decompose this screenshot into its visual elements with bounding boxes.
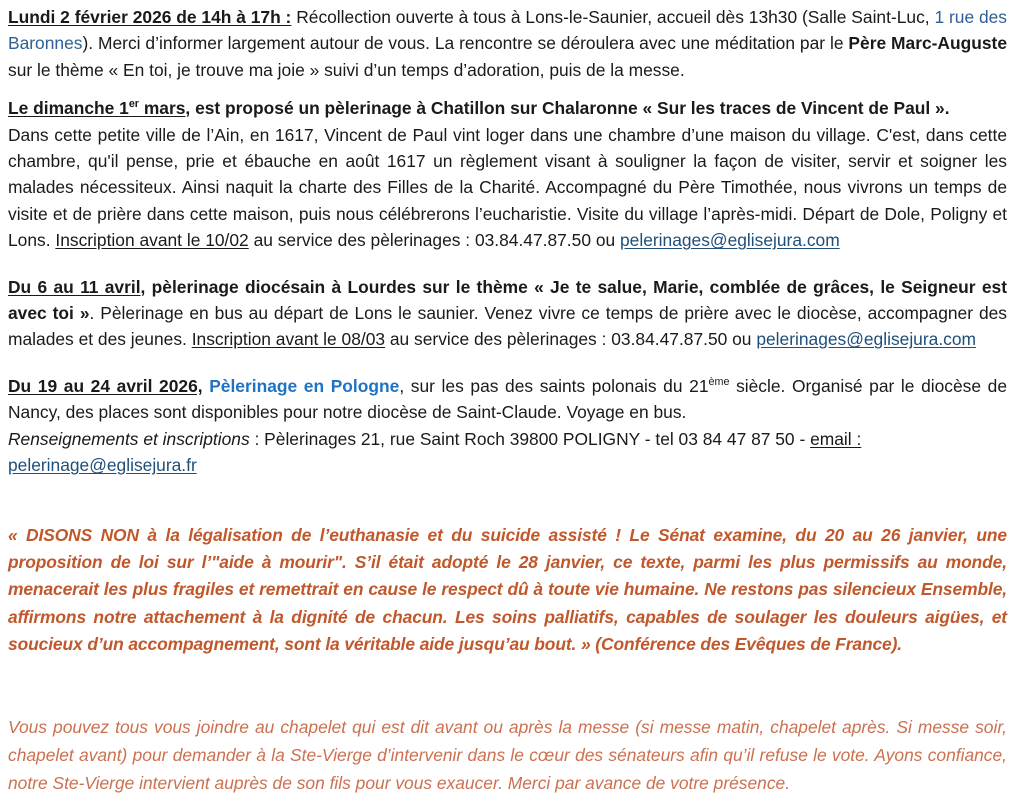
chatillon-heading-part-1: Le dimanche 1: [8, 98, 129, 119]
pologne-email-link[interactable]: pelerinage@eglisejura.fr: [8, 455, 197, 476]
pologne-title: Pèlerinage en Pologne: [202, 375, 400, 396]
pologne-heading: Du 19 au 24 avril 2026,: [8, 375, 203, 396]
chatillon-inscription-deadline: Inscription avant le 10/02: [55, 230, 249, 251]
spacer: [8, 353, 1007, 373]
lourdes-heading: Du 6 au 11 avril: [8, 276, 141, 297]
pologne-text-2: siècle. Organisé par le diocèse de Nancy, des places sont disponibles pour notre diocèse de Saint-Claude. Voyage en bus.: [8, 375, 1007, 423]
lourdes-inscription-deadline: Inscription avant le 08/03: [191, 329, 386, 350]
spacer: [8, 83, 1007, 95]
paragraph-recollection: [8, 4, 1007, 83]
recollection-text-1: Récollection ouverte à tous à Lons-le-Saunier, accueil dès 13h30 (Salle Saint-Luc,: [291, 7, 935, 27]
pologne-text-sup: ème: [708, 376, 730, 389]
recollection-heading: Lundi 2 février 2026 de 14h à 17h :: [8, 7, 292, 27]
paragraph-lourdes: [8, 274, 1007, 353]
chatillon-body-2: au service des pèlerinages : 03.84.47.87.50 ou: [248, 230, 620, 251]
lourdes-text-1: , pèlerinage diocésain à Lourdes sur le thème « Je te salue, Marie, comblée de grâces, le Seigneur est avec toi »: [8, 276, 1007, 324]
paragraph-pologne: [8, 373, 1007, 426]
pologne-info-text: : Pèlerinages 21, rue Saint Roch 39800 POLIGNY - tel 03 84 47 87 50 -: [249, 428, 811, 449]
paragraph-pologne-info: [8, 426, 1007, 479]
pologne-email-label: email :: [810, 428, 862, 449]
chatillon-heading-part-3: , est proposé un pèlerinage à Chatillon sur Chalaronne « Sur les traces de Vincent de Paul ».: [185, 98, 950, 119]
lourdes-email-link[interactable]: pelerinages@eglisejura.com: [756, 329, 977, 350]
chatillon-heading-sup: er: [128, 98, 139, 111]
recollection-text-2: ). Merci d’informer largement autour de vous. La rencontre se déroulera avec une méditation par le: [82, 33, 849, 54]
spacer: [8, 675, 1007, 695]
spacer: [8, 479, 1007, 505]
paragraph-chapelet: Vous pouvez tous vous joindre au chapelet qui est dit avant ou après la messe (si messe matin, chapelet après. Si messe soir, chapelet avant) pour demander à la Ste-Vierge d’intervenir dans le cœur des sénateurs afin qu’il refuse le vote. Ayons confiance, notre Ste-Vierge intervient auprès de son fils pour vous exaucer. Merci par avance de votre présence.: [8, 716, 1007, 793]
chatillon-heading-part-2: mars: [139, 98, 186, 119]
recollection-text-3: sur le thème « En toi, je trouve ma joie » suivi d’un temps d’adoration, puis de la messe.: [8, 59, 685, 80]
pologne-info-label: Renseignements et inscriptions: [8, 428, 250, 449]
lourdes-text-2: . Pèlerinage en bus au départ de Lons le saunier. Venez vivre ce temps de prière avec le diocèse, accompagner des malades et des jeunes.: [8, 303, 1007, 350]
recollection-person: Père Marc-Auguste: [848, 33, 1007, 54]
paragraph-chatillon-heading: [8, 95, 1007, 121]
paragraph-euthanasie-statement: « DISONS NON à la légalisation de l’euthanasie et du suicide assisté ! Le Sénat examine, du 20 au 26 janvier, une proposition de loi sur l’"aide à mourir". S’il était adopté le 28 janvier, ce texte, parmi les plus permissifs au monde, menacerait les plus fragiles et remettrait en cause le respect dû à toute vie humaine. Ne restons pas silencieux Ensemble, affirmons notre attachement à la dignité de chacun. Les soins palliatifs, capables de soulager les douleurs aigües, et soucieux d’un accompagnement, sont la véritable aide jusqu’au bout. » (Conférence des Evêques de France).: [8, 524, 1007, 654]
chatillon-body-1: Dans cette petite ville de l’Ain, en 1617, Vincent de Paul vint loger dans une chambre d’une maison du village. C'est, dans cette chambre, qu'il pense, prie et ébauche en août 1617 un règlement visant à souligner la façon de visiter, servir et soigner les malades nécessiteux. Ainsi naquit la charte des Filles de la Charité. Accompagné du Père Timothée, nous vivrons un temps de visite et de prière dans cette maison, puis nous célébrerons l’eucharistie. Visite du village l’après-midi. Départ de Dole, Poligny et Lons.: [8, 124, 1007, 251]
pologne-text-1: , sur les pas des saints polonais du 21: [399, 375, 709, 396]
address-link[interactable]: 1 rue des Baronnes: [8, 7, 1007, 54]
lourdes-text-3: au service des pèlerinages : 03.84.47.87.50 ou: [385, 329, 757, 350]
chatillon-email-link[interactable]: pelerinages@eglisejura.com: [620, 230, 840, 251]
spacer: [8, 254, 1007, 274]
paragraph-chatillon-body: [8, 122, 1007, 254]
